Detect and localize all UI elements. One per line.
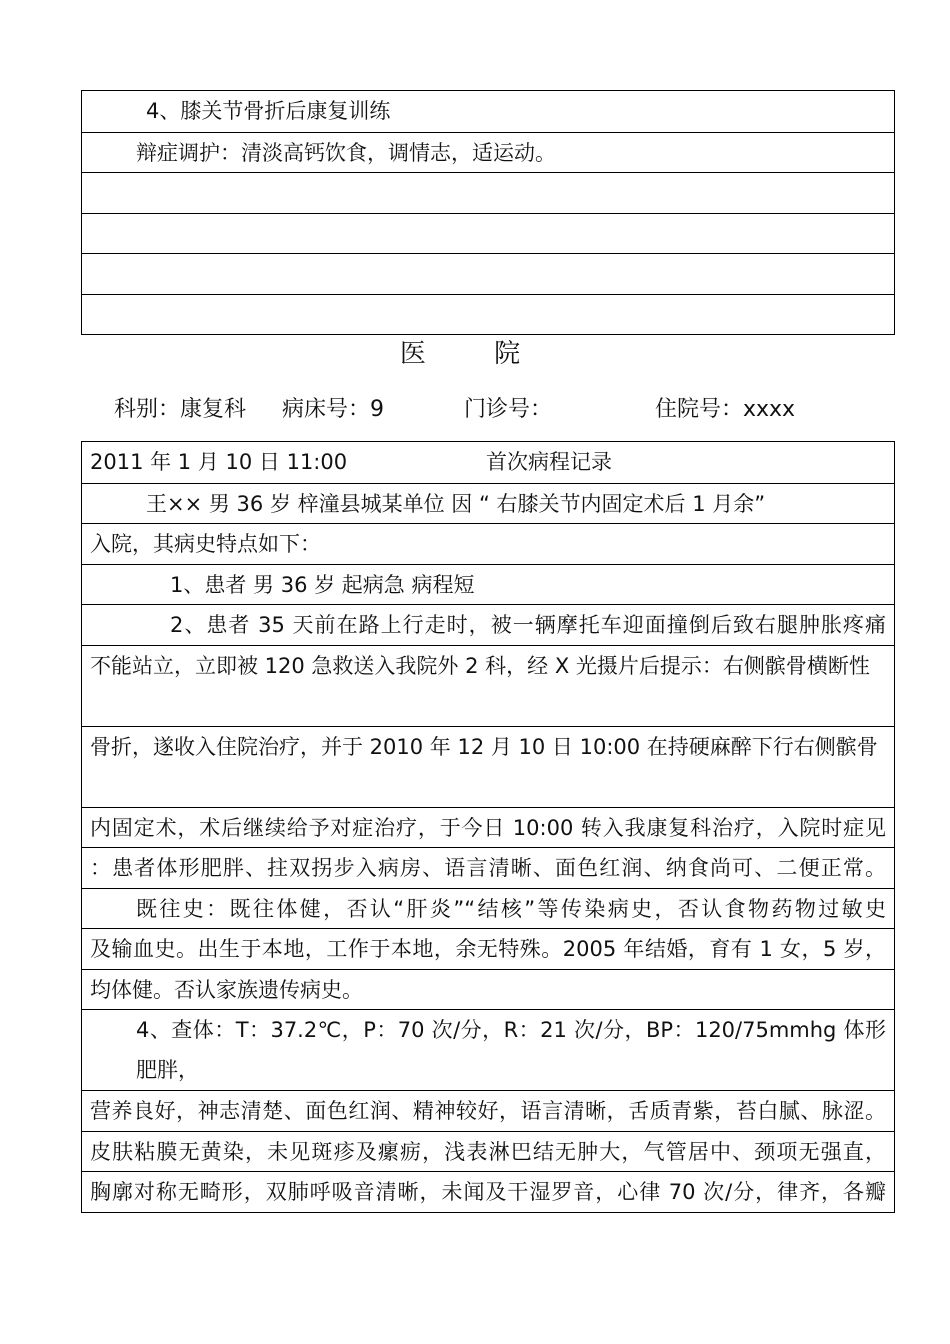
record-heading: 首次病程记录 (486, 450, 612, 474)
table-row: 既往史：既往体健，否认“肝炎”“结核”等传染病史，否认食物药物过敏史 (82, 888, 894, 929)
table-row (82, 172, 894, 213)
table-row: 均体健。否认家族遗传病史。 (82, 969, 894, 1010)
table-row: 入院，其病史特点如下： (82, 523, 894, 564)
table-row: 4、膝关节骨折后康复训练 (146, 99, 391, 123)
table-row: 内固定术，术后继续给予对症治疗，于今日 10:00 转入我康复科治疗，入院时症见 (82, 807, 894, 848)
table-row: 2、患者 35 天前在路上行走时，被一辆摩托车迎面撞倒后致右腿肿胀疼痛 (82, 604, 894, 645)
table-row: ：患者体形肥胖、拄双拐步入病房、语言清晰、面色红润、纳食尚可、二便正常。 (82, 847, 894, 888)
inpatient-number-label: 住院号：xxxx (655, 397, 796, 422)
table-row (82, 253, 894, 294)
department-label: 科别：康复科 (114, 397, 247, 422)
table-row: 胸廓对称无畸形，双肺呼吸音清晰，未闻及干湿罗音，心律 70 次/分，律齐，各瓣 (82, 1171, 894, 1212)
table-row (82, 294, 894, 335)
table-row: 不能站立，立即被 120 急救送入我院外 2 科，经 X 光摄片后提示：右侧髌骨横断性 (82, 645, 894, 726)
table-row (82, 213, 894, 254)
hospital-title: 医 院 (399, 339, 551, 369)
treatment-table (81, 90, 895, 335)
table-row: 1、患者 男 36 岁 起病急 病程短 (82, 564, 894, 605)
outpatient-number-label: 门诊号： (464, 397, 553, 422)
table-row: 王×× 男 36 岁 梓潼县城某单位 因 “ 右膝关节内固定术后 1 月余” (82, 483, 894, 524)
bed-number-label: 病床号：9 (282, 397, 384, 422)
record-header-row (82, 442, 894, 483)
table-row: 皮肤粘膜无黄染，未见斑疹及瘰疬，浅表淋巴结无肿大，气管居中、颈项无强直， (82, 1131, 894, 1172)
progress-record-table (81, 441, 895, 1213)
record-date: 2011 年 1 月 10 日 11:00 (90, 450, 348, 474)
table-row: 4、查体：T：37.2℃，P：70 次/分，R：21 次/分，BP：120/75mmhg 体形肥胖， (82, 1009, 894, 1090)
table-row: 骨折，遂收入住院治疗，并于 2010 年 12 月 10 日 10:00 在持硬麻醉下行右侧髌骨 (82, 726, 894, 807)
table-row: 辩症调护：清淡高钙饮食，调情志，适运动。 (82, 132, 894, 173)
table-row: 及输血史。出生于本地，工作于本地，余无特殊。2005 年结婚，育有 1 女，5 岁， (82, 928, 894, 969)
table-row: 营养良好，神志清楚、面色红润、精神较好，语言清晰，舌质青紫，苔白腻、脉涩。 (82, 1090, 894, 1131)
